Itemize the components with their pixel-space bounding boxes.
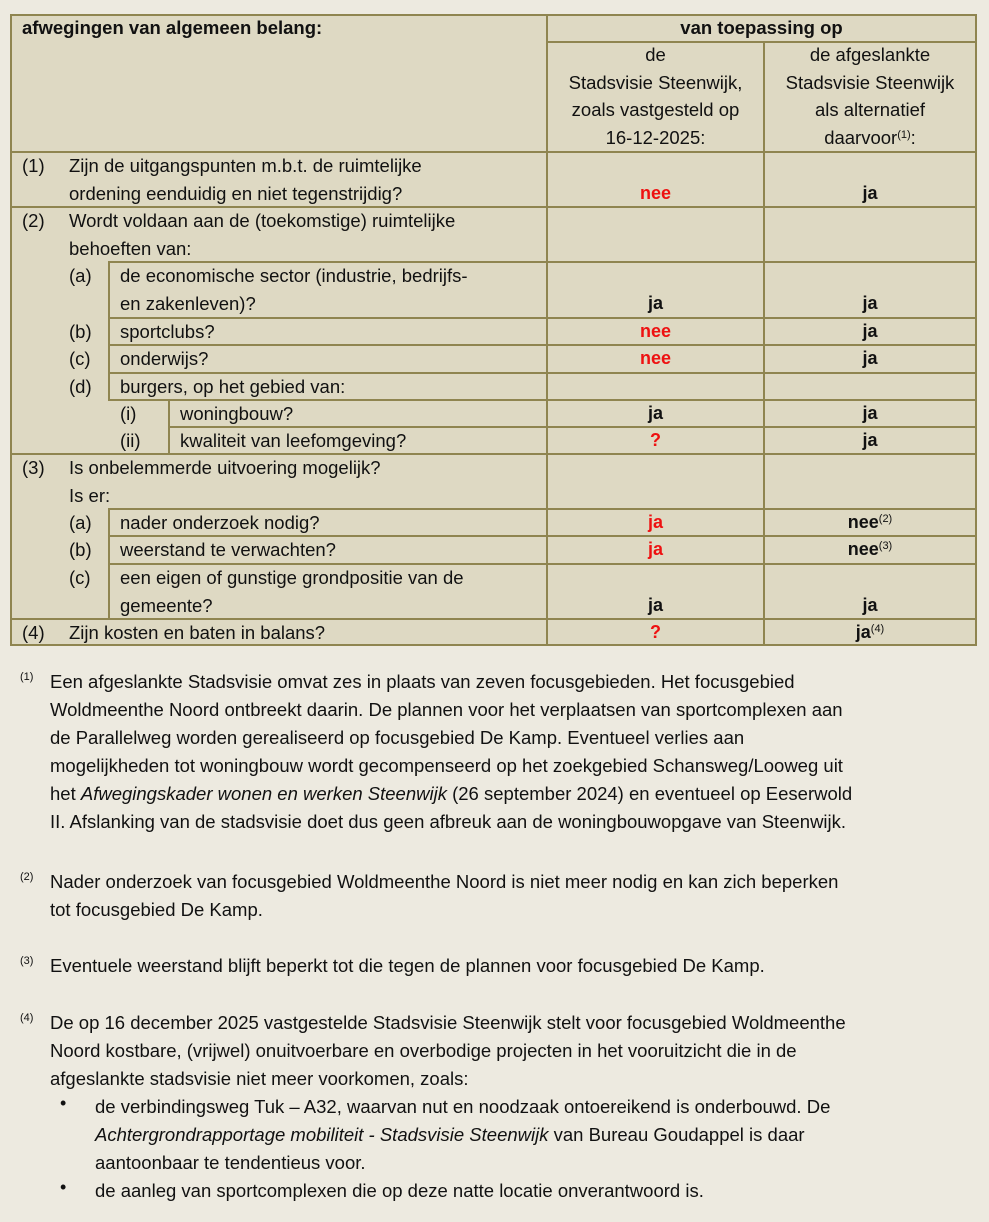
answer-value: ja: [647, 512, 663, 532]
footnote-line: Noord kostbare, (vrijwel) onuitvoerbare en overbodige projecten in het vooruitzicht die in de: [50, 1040, 797, 1061]
answer-value: ja: [855, 622, 871, 642]
criterion-text: [120, 373, 345, 401]
criterion-text: [120, 536, 336, 564]
answer-value: ja: [862, 403, 878, 423]
criterion-number: (2): [22, 210, 45, 231]
answer-current-vision: [548, 509, 763, 536]
bullet-icon: •: [60, 1177, 67, 1197]
criterion-text: [120, 345, 208, 373]
criterion-line: en zakenleven)?: [120, 292, 256, 314]
header-criteria: afwegingen van algemeen belang:: [22, 17, 323, 38]
header-text: daarvoor: [824, 126, 898, 148]
answer-value: ja: [862, 430, 878, 450]
footnote-line: tot focusgebied De Kamp.: [50, 899, 263, 920]
criterion-line: Is er:: [69, 484, 111, 506]
footnote-line: Eventuele weerstand blijft beperkt tot die tegen de plannen voor focusgebied De Kamp.: [50, 955, 765, 976]
assessment-table: [10, 14, 977, 646]
header-text: :: [910, 126, 916, 148]
criterion-number: (3): [22, 457, 45, 478]
header-line: de: [645, 44, 666, 65]
criterion-number: (1): [22, 155, 45, 176]
footnote-ref: (4): [870, 623, 885, 635]
footnote-marker: (1): [20, 671, 34, 683]
header-line: zoals vastgesteld op: [571, 99, 740, 120]
criterion-line: Is onbelemmerde uitvoering mogelijk?: [69, 457, 381, 478]
answer-value: ?: [650, 622, 661, 642]
answer-current-vision: [548, 592, 763, 619]
answer-value: ja: [647, 539, 663, 559]
criterion-text: [120, 318, 215, 346]
bullet-icon: •: [60, 1093, 67, 1113]
text: het: [50, 783, 81, 804]
footnote-line: de Parallelweg worden gerealiseerd op focusgebied De Kamp. Eventueel verlies aan: [50, 727, 745, 748]
answer-value: ja: [862, 594, 878, 615]
answer-value: nee: [847, 512, 879, 532]
criterion-line: gemeente?: [120, 594, 213, 616]
header-line: Stadsvisie Steenwijk,: [568, 71, 743, 93]
bullet-line: [95, 1121, 975, 1149]
header-alternative-vision: [765, 41, 975, 151]
criterion-line: behoeften van:: [69, 237, 192, 259]
footnote-marker: (4): [20, 1012, 34, 1024]
criterion-line: woningbouw?: [180, 403, 294, 424]
footnote-2: [50, 868, 970, 924]
bullet-item: [95, 1177, 975, 1205]
document-title: Achtergrondrapportage mobiliteit - Stadsvisie Steenwijk: [95, 1124, 549, 1145]
indent-divider: [168, 399, 170, 455]
answer-alternative-vision: [765, 619, 975, 646]
criterion-number: (i): [120, 403, 137, 424]
answer-value: ja: [862, 348, 878, 368]
answer-alternative-vision: [765, 345, 975, 372]
answer-value: ja: [647, 403, 663, 423]
footnote-line: II. Afslanking van de stadsvisie doet dus geen afbreuk aan de woningbouwopgave van Steenwijk.: [50, 811, 847, 832]
criterion-line: burgers, op het gebied van:: [120, 376, 346, 397]
footnote-line: De op 16 december 2025 vastgestelde Stadsvisie Steenwijk stelt voor focusgebied Woldmeenthe: [50, 1012, 846, 1033]
document-title: Afwegingskader wonen en werken Steenwijk: [80, 783, 447, 804]
header-line: 16-12-2025:: [605, 126, 706, 148]
answer-alternative-vision: [765, 427, 975, 454]
answer-value: ja: [647, 594, 663, 615]
border: [975, 14, 977, 646]
answer-value: nee: [847, 539, 879, 559]
border: [10, 14, 12, 646]
footnote-line: mogelijkheden tot woningbouw wordt gecompenseerd op het zoekgebied Schansweg/Looweg uit: [50, 755, 843, 776]
answer-alternative-vision: [765, 592, 975, 619]
criterion-text: [120, 509, 320, 537]
criterion-line: ordening eenduidig en niet tegenstrijdig?: [69, 182, 403, 204]
answer-alternative-vision: [765, 400, 975, 427]
answer-alternative-vision: [765, 180, 975, 207]
answer-current-vision: [548, 318, 763, 345]
text: van Bureau Goudappel is daar: [548, 1124, 805, 1145]
answer-alternative-vision: [765, 536, 975, 563]
footnote-marker: (2): [20, 871, 34, 883]
footnote-line: Nader onderzoek van focusgebied Woldmeenthe Noord is niet meer nodig en kan zich beperken: [50, 871, 839, 892]
header-line: als alternatief: [814, 99, 926, 120]
header-current-vision: [548, 41, 763, 151]
criterion-line: kwaliteit van leefomgeving?: [180, 430, 407, 451]
criterion-text: [180, 400, 293, 428]
answer-current-vision: [548, 427, 763, 454]
footnote-line: afgeslankte stadsvisie niet meer voorkomen, zoals:: [50, 1068, 469, 1089]
footnote-ref: (3): [878, 540, 893, 552]
criterion-line: weerstand te verwachten?: [120, 539, 336, 560]
footnote-1: [50, 668, 970, 836]
criterion-number: (ii): [120, 430, 141, 451]
answer-current-vision: [548, 180, 763, 207]
criterion-number: (a): [69, 512, 92, 533]
criterion-number: (4): [22, 622, 45, 643]
bullet-item: [95, 1093, 975, 1177]
criterion-text: [69, 619, 325, 647]
answer-alternative-vision: [765, 318, 975, 345]
answer-value: nee: [639, 321, 672, 341]
answer-value: nee: [639, 348, 672, 368]
footnote-line: [50, 780, 970, 808]
criterion-text: [180, 427, 406, 455]
criterion-number: (b): [69, 539, 92, 560]
header-line: Stadsvisie Steenwijk: [785, 71, 955, 93]
criterion-text: [69, 454, 381, 509]
header-group: van toepassing op: [680, 17, 843, 38]
criterion-text: [69, 207, 455, 262]
text: (26 september 2024) en eventueel op Eeserwold: [446, 783, 853, 804]
footnote-line: Een afgeslankte Stadsvisie omvat zes in plaats van zeven focusgebieden. Het focusgebied: [50, 671, 795, 692]
answer-value: ja: [862, 182, 878, 203]
answer-current-vision: [548, 400, 763, 427]
answer-current-vision: [548, 290, 763, 317]
criterion-line: onderwijs?: [120, 348, 209, 369]
answer-value: ja: [862, 321, 878, 341]
footnote-ref: (2): [878, 513, 893, 525]
answer-current-vision: [548, 345, 763, 372]
criterion-text: [120, 262, 468, 317]
header-line: [765, 124, 975, 152]
footnote-line: Woldmeenthe Noord ontbreekt daarin. De plannen voor het verplaatsen van sportcomplexen aan: [50, 699, 843, 720]
indent-divider: [108, 508, 110, 620]
criterion-line: Zijn kosten en baten in balans?: [69, 622, 326, 643]
answer-value: ja: [647, 292, 663, 313]
bullet-line: de verbindingsweg Tuk – A32, waarvan nut en noodzaak ontoereikend is onderbouwd. De: [95, 1096, 831, 1117]
answer-current-vision: [548, 536, 763, 563]
criterion-number: (c): [69, 348, 91, 369]
answer-current-vision: [548, 619, 763, 646]
indent-divider: [108, 261, 110, 401]
answer-value: ?: [650, 430, 661, 450]
criterion-line: de economische sector (industrie, bedrijfs-: [120, 265, 468, 286]
footnote-ref: (1): [897, 128, 911, 141]
answer-value: ja: [862, 292, 878, 313]
criterion-line: Wordt voldaan aan de (toekomstige) ruimtelijke: [69, 210, 456, 231]
criterion-line: Zijn de uitgangspunten m.b.t. de ruimtelijke: [69, 155, 422, 176]
criterion-line: nader onderzoek nodig?: [120, 512, 320, 533]
criterion-line: een eigen of gunstige grondpositie van de: [120, 567, 464, 588]
bullet-line: aantoonbaar te tendentieus voor.: [95, 1152, 366, 1173]
footnote-marker: (3): [20, 955, 34, 967]
criterion-text: [69, 152, 422, 207]
criterion-text: [120, 564, 464, 619]
criterion-number: (d): [69, 376, 92, 397]
criterion-number: (b): [69, 321, 92, 342]
criterion-number: (a): [69, 265, 92, 286]
bullet-line: de aanleg van sportcomplexen die op deze natte locatie onverantwoord is.: [95, 1180, 704, 1201]
footnote-4: [50, 1009, 970, 1093]
answer-value: nee: [639, 182, 672, 203]
criterion-number: (c): [69, 567, 91, 588]
header-line: de afgeslankte: [809, 44, 931, 65]
footnote-3: [50, 952, 970, 980]
answer-alternative-vision: [765, 290, 975, 317]
answer-alternative-vision: [765, 509, 975, 536]
criterion-line: sportclubs?: [120, 321, 215, 342]
